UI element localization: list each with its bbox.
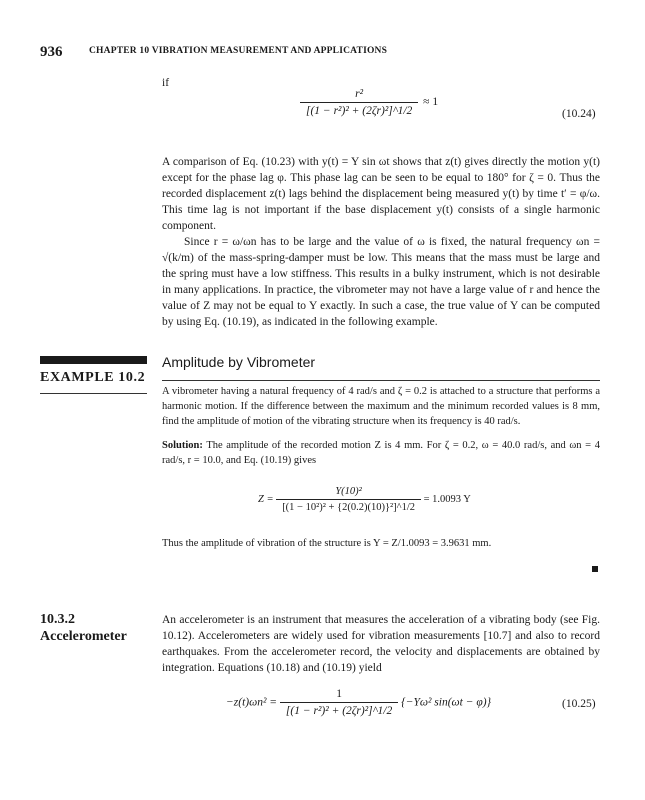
example-bar bbox=[40, 356, 147, 364]
example-eq-denominator: [(1 − 10²)² + {2(0.2)(10)}²]^1/2 bbox=[276, 499, 421, 513]
eq-10-24-fraction bbox=[300, 88, 418, 117]
eq-10-24-denominator: [(1 − r²)² + (2ζr)²]^1/2 bbox=[300, 102, 418, 117]
section-number: 10.3.2 bbox=[40, 612, 75, 627]
example-label: EXAMPLE 10.2 bbox=[40, 370, 146, 385]
eq-10-25-rhs: {−Yω² sin(ωt − φ)} bbox=[401, 696, 492, 709]
section-title: Accelerometer bbox=[40, 629, 127, 644]
eq-10-24-rhs: ≈ 1 bbox=[423, 96, 439, 109]
eq-10-25-fraction bbox=[280, 688, 398, 717]
solution-label: Solution: bbox=[162, 440, 203, 451]
paragraph-natural-frequency: Since r = ω/ωn has to be large and the value of ω is fixed, the natural frequency ωn = √(k/m) of the mass-spring-damper must be low. This means that the mass must be large and the spring must have a low stiffness. This results in a bulky instrument, which is not desirable in many applications. In practice, the vibrometer may not have a large value of r and hence the value of Z may not be equal to Y exactly. In such a case, the true value of Y can be computed by using Eq. (10.19), as indicated in the following example. bbox=[162, 236, 600, 328]
page-number: 936 bbox=[40, 44, 63, 60]
body-text bbox=[162, 154, 600, 330]
paragraph-phase-lag: A comparison of Eq. (10.23) with y(t) = Y sin ωt shows that z(t) gives directly the motion y(t) except for the phase lag φ. This phase lag can be seen to be equal to 180° for ζ = 0. Thus the recorded displacement z(t) lags behind the displacement being measured y(t) by time t′ = φ/ω. This time lag is not important if the base displacement y(t) consists of a single harmonic component. bbox=[162, 156, 600, 232]
eq-10-25-lhs: −z(t)ωn² = bbox=[226, 696, 278, 709]
equation-10-24 bbox=[300, 88, 438, 117]
eq-10-24-numerator: r² bbox=[355, 88, 364, 100]
eq-10-25-denominator: [(1 − r²)² + (2ζr)²]^1/2 bbox=[280, 702, 398, 717]
example-equation bbox=[258, 486, 471, 513]
solution-text: The amplitude of the recorded motion Z is 4 mm. For ζ = 0.2, ω = 40.0 rad/s, and ωn = 4 rad/s, r = 10.0, and Eq. (10.19) gives bbox=[162, 440, 600, 466]
example-divider bbox=[40, 393, 147, 394]
example-eq-lhs: Z = bbox=[258, 494, 274, 505]
equation-10-25 bbox=[226, 688, 491, 717]
equation-10-25-number: (10.25) bbox=[562, 698, 596, 710]
end-of-example-mark bbox=[592, 566, 598, 572]
section-text: An accelerometer is an instrument that measures the acceleration of a vibrating body (see Fig. 10.12). Accelerometers are widely used for vibration measurements [10.7] and also to record earthquakes. From the accelerometer record, the velocity and displacements are obtained by integration. Equations (10.18) and (10.19) yield bbox=[162, 614, 600, 674]
example-eq-numerator: Y(10)² bbox=[335, 486, 362, 497]
example-eq-fraction bbox=[276, 486, 421, 513]
intro-word: if bbox=[162, 77, 170, 89]
example-title: Amplitude by Vibrometer bbox=[162, 354, 316, 370]
eq-10-25-numerator: 1 bbox=[336, 688, 342, 700]
example-problem: A vibrometer having a natural frequency of 4 rad/s and ζ = 0.2 is attached to a structure that performs a harmonic motion. If the difference between the maximum and the minimum recorded values is 8 mm, find the amplitude of motion of the vibrating structure when its frequency is 40 rad/s. bbox=[162, 386, 600, 427]
example-solution bbox=[162, 438, 600, 468]
example-eq-rhs: = 1.0093 Y bbox=[423, 494, 471, 505]
equation-10-24-number: (10.24) bbox=[562, 108, 596, 120]
example-title-rule bbox=[162, 380, 600, 381]
chapter-heading: CHAPTER 10 VIBRATION MEASUREMENT AND APPLICATIONS bbox=[89, 46, 388, 56]
example-conclusion: Thus the amplitude of vibration of the structure is Y = Z/1.0093 = 3.9631 mm. bbox=[162, 538, 492, 549]
